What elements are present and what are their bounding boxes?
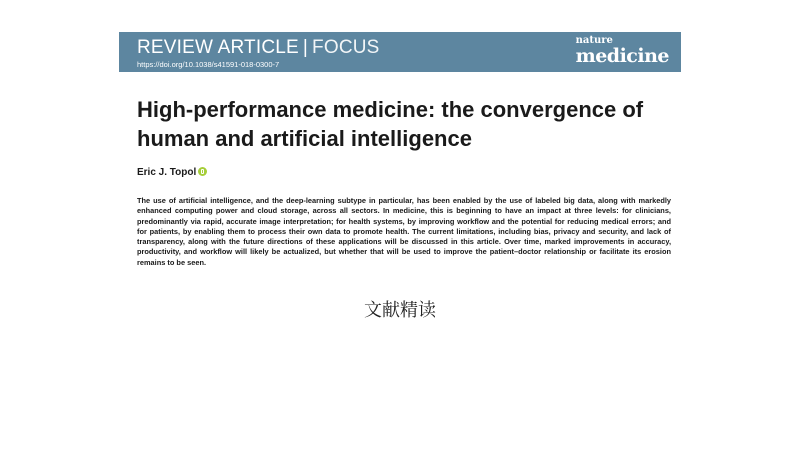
- journal-logo: [576, 36, 669, 66]
- article-title: High-performance medicine: the convergence of human and artificial intelligence: [137, 97, 644, 151]
- journal-banner: [119, 32, 681, 72]
- slide-caption: 文献精读: [364, 300, 436, 321]
- orcid-icon[interactable]: [198, 167, 207, 176]
- journal-logo-top: nature: [575, 35, 613, 46]
- focus-label: FOCUS: [312, 37, 380, 58]
- author-line: [137, 167, 207, 178]
- abstract-text: The use of artificial intelligence, and the deep-learning subtype in particular, has been enabled by the use of labeled big data, along with markedly enhanced computing power and cloud storage, across all sectors. In medicine, this is beginning to have an impact at three levels: for clinicians, predominantly via rapid, accurate image interpretation; for health systems, by improving workflow and the potential for reducing medical errors; and for patients, by enabling them to process their own data to promote health. The current limitations, including bias, privacy and security, and lack of transparency, along with the future directions of these applications will be discussed in this article. Over time, marked improvements in accuracy, productivity, and workflow will likely be actualized, but whether that will be used to improve the patient–doctor relationship or facilitate its erosion remains to be seen.: [137, 196, 671, 267]
- section-label: REVIEW ARTICLE: [137, 37, 299, 58]
- section-heading: [137, 37, 380, 59]
- section-separator: |: [302, 37, 309, 58]
- author-name[interactable]: Eric J. Topol: [137, 167, 197, 178]
- doi-link[interactable]: https://doi.org/10.1038/s41591-018-0300-7: [137, 60, 280, 69]
- journal-logo-main: medicine: [575, 45, 669, 67]
